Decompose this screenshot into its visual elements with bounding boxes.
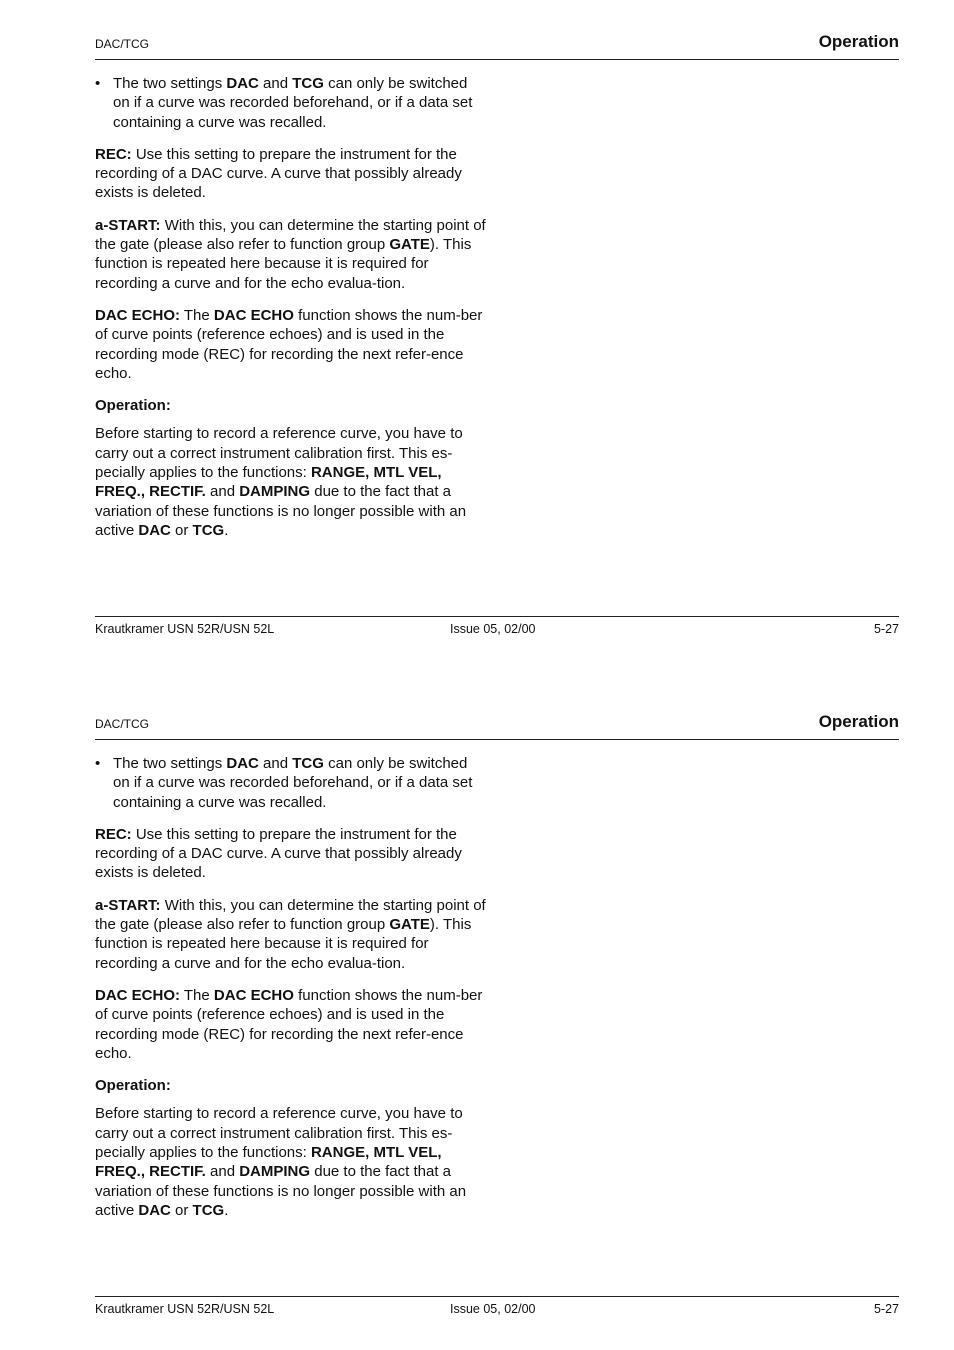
operation-heading: Operation: [95, 397, 171, 415]
rec-paragraph: REC: Use this setting to prepare the instrument for the recording of a DAC curve. A curve that possibly already exists is deleted. [95, 145, 462, 202]
dac-echo-paragraph: DAC ECHO: The DAC ECHO function shows the num-ber of curve points (reference echoes) and is used in the recording mode (REC) for recording the next refer-ence echo. [95, 306, 483, 382]
page-body [95, 754, 487, 1233]
manual-page-2 [0, 680, 954, 1340]
bullet-item: • The two settings DAC and TCG can only be switched on if a curve was recorded beforehand, or if a data set containing a curve was recalled. [95, 75, 473, 131]
footer-issue: Issue 05, 02/00 [450, 1302, 536, 1316]
bullet-dot: • [95, 755, 101, 772]
header-rule [95, 59, 899, 60]
header-section-label: DAC/TCG [95, 37, 149, 51]
footer-rule [95, 616, 899, 617]
footer-rule [95, 1296, 899, 1297]
footer-page-number: 5-27 [873, 622, 899, 636]
operation-paragraph: Before starting to record a reference curve, you have to carry out a correct instrument calibration first. This es-pecially applies to the functions: RANGE, MTL VEL, FREQ., RECTIF. and DAMPING due to the fact that a variation of these functions is no longer possible with an active DAC or TCG. [95, 425, 467, 539]
operation-paragraph: Before starting to record a reference curve, you have to carry out a correct instrument calibration first. This es-pecially applies to the functions: RANGE, MTL VEL, FREQ., RECTIF. and DAMPING due to the fact that a variation of these functions is no longer possible with an active DAC or TCG. [95, 1105, 467, 1219]
bullet-dot: • [95, 75, 101, 92]
page-body [95, 74, 487, 553]
footer-product: Krautkramer USN 52R/USN 52L [95, 1302, 275, 1316]
header-section-label: DAC/TCG [95, 717, 149, 731]
header-chapter-title: Operation [818, 32, 899, 51]
footer-page-number: 5-27 [873, 1302, 899, 1316]
dac-echo-paragraph: DAC ECHO: The DAC ECHO function shows the num-ber of curve points (reference echoes) and is used in the recording mode (REC) for recording the next refer-ence echo. [95, 986, 483, 1062]
bullet-item: • The two settings DAC and TCG can only be switched on if a curve was recorded beforehand, or if a data set containing a curve was recalled. [95, 755, 473, 811]
a-start-paragraph: a-START: With this, you can determine the starting point of the gate (please also refer to function group GATE). This function is repeated here because it is required for recording a curve and for the echo evalua-tion. [95, 216, 486, 292]
rec-paragraph: REC: Use this setting to prepare the instrument for the recording of a DAC curve. A curve that possibly already exists is deleted. [95, 825, 462, 882]
a-start-paragraph: a-START: With this, you can determine the starting point of the gate (please also refer to function group GATE). This function is repeated here because it is required for recording a curve and for the echo evalua-tion. [95, 896, 486, 972]
footer-issue: Issue 05, 02/00 [450, 622, 536, 636]
header-rule [95, 739, 899, 740]
footer-product: Krautkramer USN 52R/USN 52L [95, 622, 275, 636]
manual-page-1 [0, 0, 954, 660]
header-chapter-title: Operation [818, 712, 899, 731]
operation-heading: Operation: [95, 1077, 171, 1095]
